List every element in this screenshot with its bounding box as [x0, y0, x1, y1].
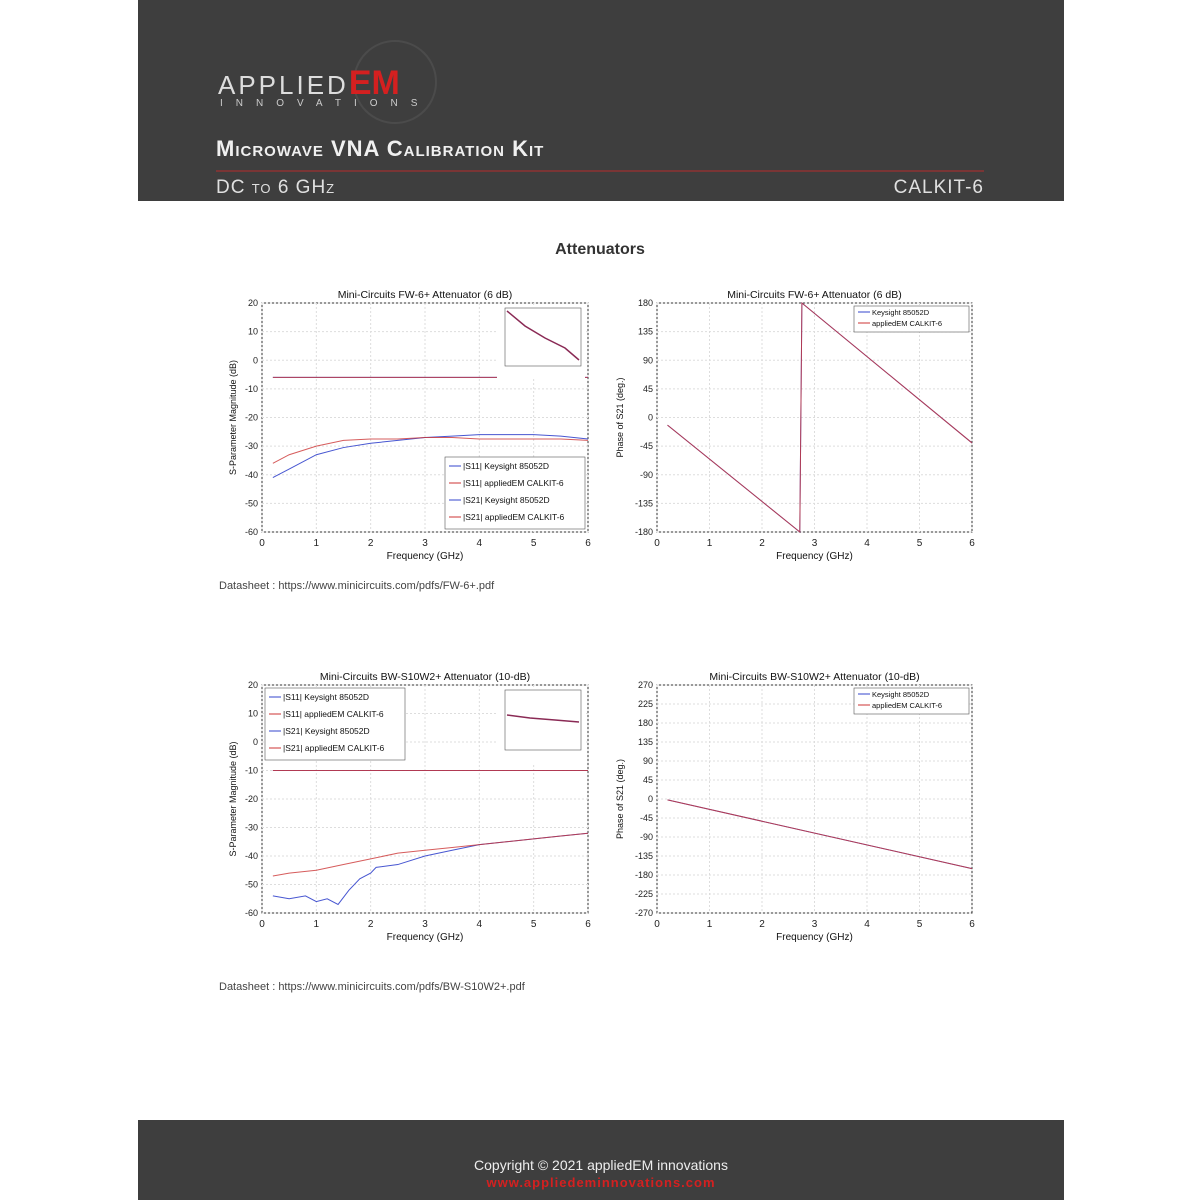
y-tick-label: -90: [639, 469, 653, 480]
inset-s21-zoom: [497, 305, 585, 379]
frequency-range: DC to 6 GHz: [216, 177, 336, 198]
y-tick-label: 180: [637, 718, 653, 728]
y-tick-label: 135: [637, 326, 653, 337]
legend: [445, 457, 585, 529]
y-tick-label: -135: [634, 498, 653, 509]
y-tick-label: 135: [637, 737, 653, 747]
x-tick-label: 5: [530, 919, 537, 930]
footer: [138, 1120, 1064, 1200]
y-tick-label: 45: [642, 383, 653, 394]
x-tick-label: 3: [811, 538, 818, 549]
x-tick-label: 5: [916, 919, 923, 930]
y-tick-label: -30: [244, 822, 258, 833]
website-link[interactable]: www.appliedeminnovations.com: [486, 1175, 716, 1190]
legend-entry: |S11| Keysight 85052D: [283, 692, 370, 702]
chart-title: Mini-Circuits BW-S10W2+ Attenuator (10-dB): [709, 671, 920, 683]
y-tick-label: -10: [244, 765, 258, 776]
x-tick-label: 4: [476, 538, 483, 549]
legend-entry: Keysight 85052D: [872, 308, 930, 317]
y-tick-label: -60: [244, 908, 258, 918]
datasheet-link-bws10w2[interactable]: Datasheet : https://www.minicircuits.com/pdfs/BW-S10W2+.pdf: [219, 981, 525, 993]
x-tick-label: 2: [759, 538, 765, 549]
product-code: CALKIT-6: [893, 177, 984, 198]
logo-em: EM: [348, 64, 400, 102]
y-tick-label: -180: [634, 870, 653, 880]
x-tick-label: 0: [654, 919, 660, 930]
legend-entry: appliedEM CALKIT-6: [872, 319, 943, 328]
chart-title: Mini-Circuits BW-S10W2+ Attenuator (10-dB): [319, 671, 531, 683]
copyright: Copyright © 2021 appliedEM innovations: [474, 1157, 728, 1173]
x-tick-label: 1: [313, 538, 320, 549]
y-tick-label: 0: [647, 794, 653, 804]
legend-entry: |S21| Keysight 85052D: [463, 495, 550, 505]
y-tick-label: 20: [247, 298, 258, 308]
x-tick-label: 0: [259, 919, 265, 930]
x-axis-label: Frequency (GHz): [386, 932, 464, 943]
x-tick-label: 4: [864, 919, 870, 930]
chart-3: [615, 671, 975, 943]
y-tick-label: 0: [647, 412, 653, 423]
y-tick-label: -10: [244, 383, 258, 394]
y-tick-label: 90: [642, 756, 653, 766]
x-tick-label: 6: [969, 919, 975, 930]
x-tick-label: 2: [367, 919, 374, 930]
x-tick-label: 1: [313, 919, 320, 930]
legend-entry: appliedEM CALKIT-6: [872, 701, 943, 710]
y-axis-label: S-Parameter Magnitude (dB): [228, 741, 238, 857]
x-tick-label: 6: [585, 919, 591, 930]
y-tick-label: 0: [252, 355, 258, 366]
x-tick-label: 5: [530, 538, 537, 549]
legend-entry: |S21| Keysight 85052D: [283, 726, 370, 736]
legend-entry: |S11| appliedEM CALKIT-6: [283, 709, 384, 719]
y-tick-label: -30: [244, 441, 258, 452]
y-tick-label: -40: [244, 469, 258, 480]
y-axis-label: S-Parameter Magnitude (dB): [228, 359, 238, 476]
legend-entry: Keysight 85052D: [872, 690, 930, 699]
section-title: Attenuators: [555, 241, 645, 258]
x-tick-label: 1: [706, 919, 713, 930]
x-tick-label: 6: [585, 538, 591, 549]
y-tick-label: -225: [634, 889, 653, 899]
datasheet-link-fw6[interactable]: Datasheet : https://www.minicircuits.com/pdfs/FW-6+.pdf: [219, 580, 495, 592]
y-tick-label: 10: [247, 708, 258, 719]
x-tick-label: 4: [476, 919, 483, 930]
y-tick-label: -60: [244, 527, 258, 537]
x-tick-label: 2: [367, 538, 374, 549]
y-tick-label: -50: [244, 879, 258, 890]
x-tick-label: 2: [759, 919, 765, 930]
chart-0: [228, 289, 591, 562]
y-tick-label: 90: [642, 355, 653, 366]
y-axis-label: Phase of S21 (deg.): [615, 377, 625, 458]
x-tick-label: 3: [422, 538, 428, 549]
x-tick-label: 3: [811, 919, 818, 930]
chart-title: Mini-Circuits FW-6+ Attenuator (6 dB): [337, 289, 513, 301]
y-tick-label: 180: [637, 298, 653, 308]
y-tick-label: -40: [244, 851, 258, 861]
inset-s21-zoom: [497, 687, 585, 763]
y-tick-label: 20: [247, 680, 258, 690]
logo-subtext: INNOVATIONS: [220, 98, 431, 109]
legend-entry: |S21| appliedEM CALKIT-6: [463, 512, 565, 522]
x-tick-label: 6: [969, 538, 975, 549]
logo-text: APPLIED: [218, 70, 349, 100]
y-tick-label: -180: [634, 527, 653, 537]
x-tick-label: 4: [864, 538, 870, 549]
y-tick-label: -90: [639, 832, 653, 842]
x-tick-label: 3: [422, 919, 428, 930]
x-tick-label: 0: [259, 538, 265, 549]
y-axis-label: Phase of S21 (deg.): [615, 758, 625, 840]
document-title: Microwave VNA Calibration Kit: [216, 136, 545, 161]
x-axis-label: Frequency (GHz): [776, 932, 853, 943]
legend: [265, 688, 405, 760]
legend-entry: |S11| Keysight 85052D: [463, 461, 550, 471]
chart-title: Mini-Circuits FW-6+ Attenuator (6 dB): [727, 289, 902, 301]
legend-entry: |S11| appliedEM CALKIT-6: [463, 478, 564, 488]
y-tick-label: 270: [637, 680, 653, 690]
y-tick-label: -20: [244, 794, 258, 804]
x-tick-label: 5: [916, 538, 923, 549]
legend-entry: |S21| appliedEM CALKIT-6: [283, 743, 385, 753]
chart-2: [228, 671, 591, 943]
y-tick-label: -270: [634, 908, 653, 918]
chart-1: [615, 289, 975, 562]
legend: [854, 306, 969, 332]
y-tick-label: -135: [634, 851, 653, 861]
y-tick-label: 45: [642, 775, 653, 785]
x-axis-label: Frequency (GHz): [386, 551, 464, 562]
y-tick-label: 225: [637, 699, 653, 709]
y-tick-label: -45: [639, 813, 653, 823]
x-axis-label: Frequency (GHz): [776, 551, 853, 562]
y-tick-label: -45: [639, 441, 653, 452]
y-tick-label: 0: [252, 737, 258, 747]
x-tick-label: 0: [654, 538, 660, 549]
y-tick-label: -20: [244, 412, 258, 423]
legend: [854, 688, 969, 714]
x-tick-label: 1: [706, 538, 713, 549]
y-tick-label: -50: [244, 498, 258, 509]
y-tick-label: 10: [247, 326, 258, 337]
